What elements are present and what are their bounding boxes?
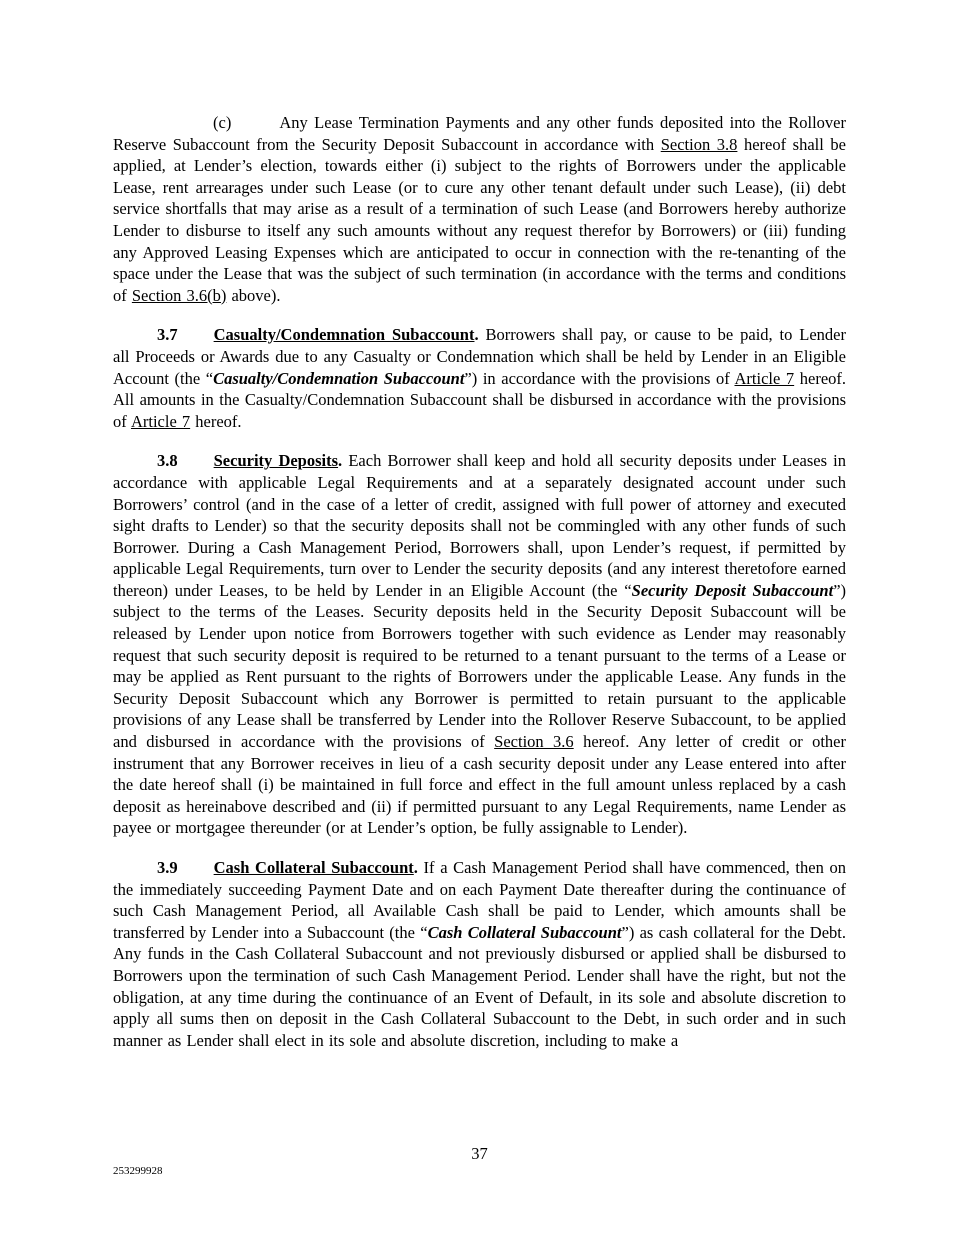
text-run: ”) subject to the terms of the Leases. Security deposits held in the Security Deposit Subaccount will be released by Lender upon notice from Borrowers together with such evidence as Lender may reasonably request that such security deposit is required to be returned to a tenant pursuant to the terms of a Lease or may be applied as Rent pursuant to the rights of Borrowers under the applicable Lease. Any funds in the Security Deposit Subaccount which any Borrower is permitted to retain pursuant to the applicable provisions of any Lease shall be transferred by Lender into the Rollover Reserve Subaccount, to be applied and disbursed in accordance with the provisions of [113, 580, 847, 752]
text-run: Article 7 [734, 368, 795, 388]
section-3-8-paragraph [113, 450, 846, 839]
text-run: Cash Collateral Subaccount [427, 922, 622, 942]
text-run: 3.7 [157, 325, 178, 345]
text-run: hereof. All amounts in the Casualty/Condemnation Subaccount shall be disbursed in accordance with the provisions of [113, 368, 847, 431]
text-run: . [474, 325, 479, 345]
text-run: If a Cash Management Period shall have commenced, then on the immediately succeeding Payment Date and on each Payment Date thereafter during the continuance of such Cash Management Period, all Available Cash shall be paid to Lender, which amounts shall be transferred by Lender into a Subaccount (the “ [113, 858, 846, 942]
text-run: Security Deposits [213, 451, 339, 471]
text-run: hereof. Any letter of credit or other instrument that any Borrower receives in lieu of a cash security deposit under any Lease entered into after the date hereof shall (i) be maintained in full force and effect in the full amount unless replaced by a cash deposit as hereinabove described and (ii) if permitted pursuant to any Legal Requirements, name Lender as payee or mortgagee thereunder (or at Lender’s option, be fully assignable to Lender). [113, 732, 846, 838]
text-run: Each Borrower shall keep and hold all security deposits under Leases in accordance with applicable Legal Requirements and at a separately designated account under such Borrowers’ control (and in the case of a letter of credit, assigned with full power of attorney and executed sight drafts to Lender) so that the security deposits shall not be commingled with any other funds of such Borrower. During a Cash Management Period, Borrowers shall, upon Lender’s request, if permitted by applicable Legal Requirements, turn over to Lender the security deposits (and any interest theretofore earned thereon) under Leases, to be held by Lender in an Eligible Account (the “ [113, 451, 846, 600]
document-id-footer: 253299928 [113, 1165, 163, 1177]
text-run: above). [226, 285, 281, 305]
document-body [113, 112, 846, 1069]
paragraph-c [113, 112, 846, 306]
text-run: 3.8 [157, 451, 178, 471]
text-run: ”) as cash collateral for the Debt. Any funds in the Cash Collateral Subaccount and not previously disbursed or applied shall be disbursed to Borrowers upon the termination of such Cash Management Period. Lender shall have the right, but not the obligation, at any time during the continuance of an Event of Default, in its sole and absolute discretion to apply all sums then on deposit in the Cash Collateral Subaccount to the Debt, in such order and in such manner as Lender shall elect in its sole and absolute discretion, including to make a [113, 922, 847, 1050]
text-run: Casualty/Condemnation Subaccount [213, 325, 475, 345]
page-number: 37 [471, 1144, 488, 1163]
text-run: Section 3.8 [660, 134, 738, 154]
text-run: . [338, 451, 343, 471]
text-run: Section 3.6(b) [131, 285, 227, 305]
text-run: Security Deposit Subaccount [631, 580, 834, 600]
text-run: . [413, 858, 418, 877]
text-run: Borrowers shall pay, or cause to be paid, to Lender all Proceeds or Awards due to any Casualty or Condemnation which shall be held by Lender in an Eligible Account (the “ [113, 325, 846, 388]
text-run: Casualty/Condemnation Subaccount [213, 368, 465, 388]
text-run: hereof. [190, 411, 242, 431]
text-run: hereof shall be applied, at Lender’s election, towards either (i) subject to the rights of Borrowers under the applicable Lease, rent arrearages under such Lease (or to cure any other tenant default under such Lease), (ii) debt service shortfalls that may arise as a result of a termination of such Lease (and Borrowers hereby authorize Lender to disburse to itself any such amounts without any request therefor by Borrowers) or (iii) funding any Approved Leasing Expenses which are anticipated to occur in connection with the re-tenanting of the space under the Lease that was the subject of such termination (in accordance with the terms and conditions of [113, 134, 846, 305]
text-run: Section 3.6 [494, 732, 574, 752]
text-run: ”) in accordance with the provisions of [464, 368, 735, 388]
text-run: Any Lease Termination Payments and any other funds deposited into the Rollover Reserve Subaccount from the Security Deposit Subaccount in accordance with [113, 113, 846, 154]
text-run: Article 7 [130, 411, 191, 431]
text-run: (c) [213, 113, 232, 132]
section-3-9-paragraph [113, 857, 846, 1051]
text-run: 3.9 [157, 858, 178, 877]
section-3-7-paragraph [113, 324, 846, 432]
text-run: Cash Collateral Subaccount [213, 858, 414, 877]
